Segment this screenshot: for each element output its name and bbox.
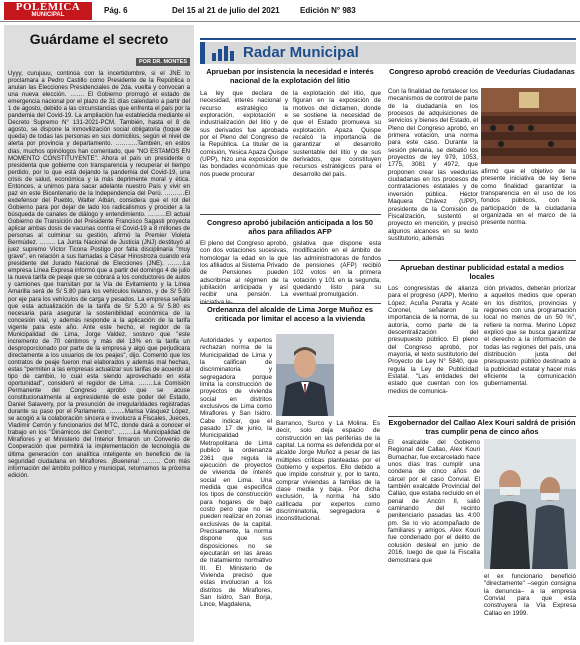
article-title-alcalde: Ordenanza del alcalde de Lima Jorge Muñoz es criticada por limitar el acceso a la vivienda <box>207 305 373 323</box>
divider <box>388 260 576 261</box>
logo-main-text: POLÉMICA <box>15 1 81 13</box>
article-body-alcalde-col2: Barranco, Surco y La Molina. Es decir, solo deja espacio de construcción en las periferias de la capital. La norma es defendida por el alcalde Jorge Muñoz a pesar de las múltiples críticas planteadas por el Gobierno y expertos. Ello debido a que impide construir y, por lo tanto, comprar viviendas a familias de la clase media y baja. Por dicha exclusión, la norma ha sido calificada por expertos como discriminatoria, segregadora e inconstitucional. <box>276 420 380 523</box>
article-body-litio-col2: la explotación del litio, que figuran en la exposición de motivos del dictamen, donde se sostiene la necesidad de que el Estado promueva su explotación. Apaza Quispe recalcó la importancia de garantizar el desarrollo sustentable del litio y de sus derivados, que constituyen recursos estratégicos para el desarrollo del país. <box>293 90 381 178</box>
article-title-kouri: Exgobernador del Callao Alex Kouri saldrá de prisión tras cumplir pena de cinco años <box>388 418 576 436</box>
section-banner <box>200 42 576 64</box>
article-body-litio-col1: La ley que declara de necesidad, interés nacional y recurso estratégico la exploración, explotación e industrialización del litio y de sus derivados fue aprobada por el Pleno del Congreso de la República. La titular de la comisión, Yesica Apaza Quispe (UPP), hizo una exposición de las bondades económicas que nos puede procurar <box>200 90 288 178</box>
alex-kouri-photo <box>484 439 576 569</box>
section-top-rule <box>200 38 576 40</box>
article-body-publicidad-col1: Los congresistas de alianza para el progreso (APP), Merino López, Acuña Peralta y Acate Coronel, señalaron la importancia de la norma, de su autoría, como parte de la descentralización del presupuesto público. El pleno del Congreso aprobó, por mayoría, el texto sustitutorio del Proyecto de Ley N° 5840, que regula la Ley de Publicidad Estatal. "Las entidades del estado que cuentan con los medios de comunica- <box>388 285 478 395</box>
article-body-alcalde-col1: Autoridades y expertos rechazan norma de la Municipalidad de Lima y la califican de discriminatoria y segregadora porque limita la construcción de proyectos de vivienda social en distritos exclusivos de Lima como Miraflores y San Isidro. Cabe indicar, que el pasado 17 de junio, la Municipalidad Metropolitana de Lima publicó la ordenanza 2361 que regula la ejecución de proyectos de vivienda de interés social en Lima. Una medida que especifica los tipos de construcción para hogares de bajo costo pero que no se pueden realizar en zonas exclusivas de la capital. Precisamente, la norma dispone que sus disposiciones no se ejecutarán en las áreas de tratamiento normativo III. El Ministerio de Vivienda precisó que estas involucran a los distritos de Miraflores, San Isidro, San Borja, Lince, Magdalena, <box>200 337 272 609</box>
portrait-photo-jorge-munoz <box>276 334 334 416</box>
divider <box>200 214 381 215</box>
column-body <box>8 70 190 479</box>
article-body-veedurias-col1: Con la finalidad de fortalecer los mecanismos de control de parte de la ciudadanía en los procesos de adquisiciones de servicios y bienes del Estado, el Pleno del Congreso aprobó, en primera votación, una norma para este caso. Durante la sesión plenaria, se debatió los proyectos de ley 979, 1053, 1775, 3081 y 4972, que proponen crear las veedurías ciudadanas en los procesos de contrataciones estatales y de inversión pública. Héctor Maquera Chávez (UPP), presidente de la Comisión de Fiscalización, sustentó el proyecto en mención, y precisó algunos alcances en su texto sustitutorio, además <box>388 88 478 242</box>
newspaper-logo <box>4 2 92 20</box>
article-title-litio: Aprueban por insistencia la necesidad e interés nacional de la explotación del litio <box>206 67 374 85</box>
page-header <box>0 0 580 22</box>
congress-chamber-photo <box>481 88 576 164</box>
article-body-kouri-col2: el ex funcionario benefició "directamente" –según consigna la denuncia– a la empresa Convial para que esta construyera la Vía Expresa Callao en 1999. <box>484 573 576 617</box>
article-body-kouri-col1: El exalcalde del Gobierno Regional del Callao, Alex Kouri Bumachar, fue excarcelado hace unos días tras cumplir una condena de cinco años de cárcel por el caso Convial. El también exalcalde Provincial del Callao, que estaba recluido en el penal de Ancón II, salió caminando del recinto penitenciario pasadas las 4:00 pm. Se lo vio acompañado de familiares y amigos. Alex Kouri fue condenado por el delito de colusión desleal en junio de 2016, luego de que la Fiscalía demostrara que <box>388 439 480 564</box>
article-body-veedurias-col2: afirmó que el objetivo de la presente iniciativa de ley tiene como finalidad garantizar la transparencia en el uso de los fondos públicos, con la participación de la ciudadanía organizada en el marco de la presente norma. <box>481 168 576 227</box>
article-body-publicidad-col2: ción privados, deberán priorizar a aquellos medios que operan en los distritos, provincias y regiones con una programación local no menos de un 50 %", refiere la norma. Merino López explicó que se busca garantizar el derecho a la información de todas las regiones del país, una distribución justa del presupuesto público destinado a la publicidad estatal y hacer más eficiente la comunicación gubernamental. <box>484 285 576 388</box>
divider <box>200 303 381 304</box>
article-title-publicidad: Aprueban destinar publicidad estatal a medios locales <box>400 263 564 281</box>
column-paragraph: Uyyy, curujuuu, continúa con la incertidumbre, si el JNE lo proclamara a Pedro Castillo como Presidente de la República o anulan las Elecciones Presidenciales de 2da. vuelta y convocan a una nueva elección. ……. El Gobierno prorrogó el estado de emergencia nacional por el plazo de 31 días calendario a partir del 1 de agosto, debido a las circunstancias que enfrenta el país por la pandemia del Covid-19. La ampliación fue establecida mediante el Decreto Supremo N° 131-2021-PCM. También, hasta el 8 de agosto, se dispone la inmovilización social obligatoria (toque de queda) de todas las personas en sus domicilios, según el nivel de alerta por provincia y departamento. ………..También, en estos días, muchos opinólogos han comentado, que "NO ESTAMOS EN MOMENTO CONSTITUYENTE". Ahora el país un presidente o presidenta que gobierne con transparencia y recuperar el tiempo perdido, por lo que está dejando la pandemia del Covid-19, una crisis de salud, económica y la más deprimente moral y ética. Entonces, a unirnos para sacar adelante nuestro País y vivir en paz en este Bicentenario de la Independencia del Perú. ……….El exdefensor del Pueblo, Walter Albán, considera que el rol del Gobierno para por dejar de lado los radicalismos y procider a la búsqueda de canales de diálogo y entendimiento. ………El actual Gobierno de Transición del Presidente Francisco Sagasti proyecta aplicar ambas dosis de vacunas contra el Covid-19 a 8 millones de personas al culminar su gestión, afirmó la Premier Violeta Bermúdez. …….. La Junta Nacional de Justicia (JNJ) destituyó al juez supremo Víctor Ticona Postigo por falta disciplinaria "muy grave", en relación a sus llamadas a César Hinostroza cuando era presidente del Jurado Nacional de Elecciones (JNE). ……..La empresa Línea Expresa informó que a partir del domingo 4 de julio la nueva tarifa de peaje que se cobrará a los conductores de autos y camiones que transitan por la Vía de Evitamiento y la Línea Amarilla será de S/ 5.80 para los vehículos livianos, y de S/ 5.90 por eje para los vehículos de carga y pesados. La empresa señala que esta actualización de la tarifa de S/ 5.20 a S/ 5.80 es necesaria para asegurar la sostenibilidad económica de la concesión vial, y además responde a la aplicación de la tarifa vigente para este año. Ante este hecho, el regidor de la Municipalidad de Lima, Jorge Valdez, sostuvo que "este incremento de 70 céntimos y más del 13% en la tarifa un desproporcionado por parte de la empresa y algo que perjudicara directamente a los usuarios de los peajes", dijo. Comentó que los contratos de peaje fueron mal elaborados y además mal hechas, estas "permiten a las empresas actualizar sus tarifas de acuerdo al tipo de cambio, lo cual esta siendo aprovechado en esta oportunidad", consideró el regidor de Lima. ……..La Comisión Permanente del Congreso aprobó que se acuse constitucionalmente al expresidente de este poder del Estado, Daniel Salaverry, por la presunción de irregularidades registradas durante su paso por el Parlamento. ……..Marisa Vásquez López, se acogió a la colaboración sincera e involucra a Fiscales, Jueces, Vladimir Cerrón y funcionarios del MTC, donde dará a conocer el trabajo en los "Dinámicos del Centro". ……..La Municipalidad de Miraflores y el Ministerio del Interior firmaron un Convenio de Cooperación que permitirá la implementación de tecnología de última generación con analítica inteligente en beneficio de la seguridad ciudadana en Miraflores. ¡Buenena! ……… Con más información del ámbito político y municipal, retornamos la próxima edición. <box>8 70 190 479</box>
divider <box>388 416 576 417</box>
article-body-jubilacion-col1: El pleno del Congreso aprobó, con dos votaciones sucesivas, homologar la edad en la que los afiliados al Sistema Privado de Pensiones pueden adscribirse al régimen de la jubilación anticipada y así recibir una pensión. La <box>200 240 288 299</box>
column-title: Guárdame el secreto <box>29 31 169 47</box>
article-body-jubilacion-col2: gislativa que dispone esta modificación en el ámbito de las administradoras de fondos de pensiones (AFP) recibió 102 votos en la primera votación y 101 en la segunda, quedando listo para su eventual promulgación. <box>293 240 381 299</box>
article-title-jubilacion: Congreso aprobó jubilación anticipada a los 50 años para afiliados AFP <box>207 218 373 236</box>
article-title-veedurias: Congreso aprobó creación de Veedurías Ciudadanas <box>389 67 575 76</box>
page-number: Pág. 6 <box>104 6 128 15</box>
column-guardame-el-secreto <box>4 25 194 642</box>
edition-number: Edición N° 983 <box>300 6 356 15</box>
issue-dates: Del 15 al 21 de julio del 2021 <box>172 6 280 15</box>
logo-sub-text: MUNICIPAL <box>31 12 65 18</box>
column-byline: POR DR. MONTES <box>136 58 190 66</box>
section-title: Radar Municipal <box>243 44 359 61</box>
radar-icon <box>211 45 237 61</box>
